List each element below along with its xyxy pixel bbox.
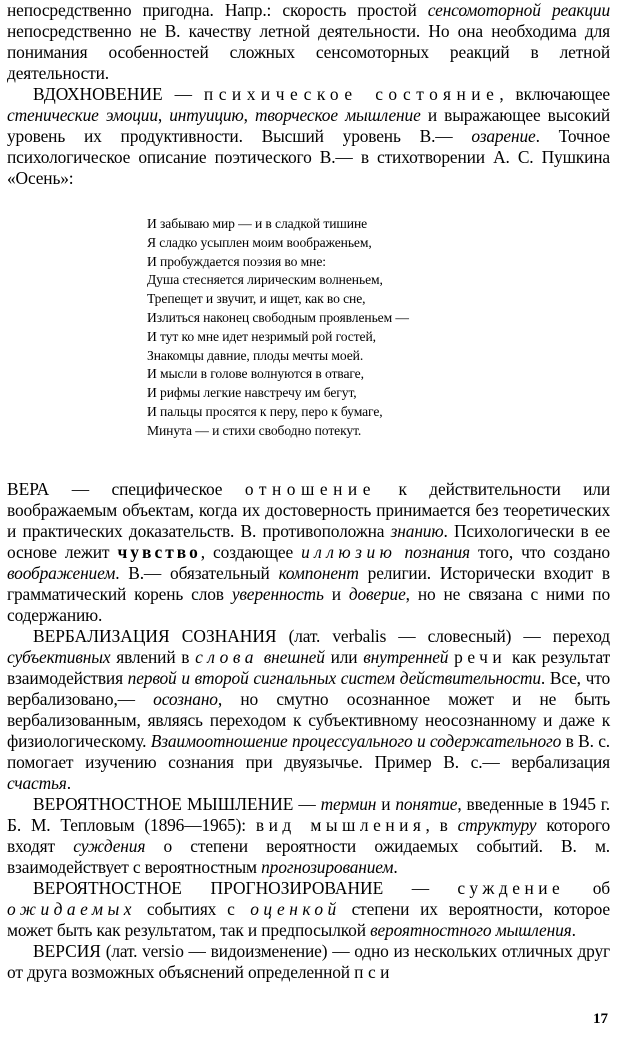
headword: ВЕРСИЯ	[33, 940, 101, 961]
italic-term: Взаимоотношение процессуального и содержательного	[150, 730, 562, 751]
text: .	[393, 856, 398, 877]
headword: ВЕРБАЛИЗАЦИЯ СОЗНАНИЯ	[33, 625, 277, 646]
spaced-term: психическое состояние	[203, 84, 500, 104]
headword: ВЕРА	[7, 478, 50, 499]
poem-line: И мысли в голове волнуются в отваге,	[147, 366, 364, 382]
italic-term: доверие	[348, 583, 406, 604]
poem-line: Знакомцы давние, плоды мечты моей.	[147, 347, 364, 363]
text: непосредственно не В. качеству летной деятельности. Но она необходима для понимания особенностей сложных сенсомоторных реакций в летной деятельности.	[7, 21, 610, 83]
italic-term: творческое мышление	[254, 105, 421, 125]
text: которого входят	[7, 814, 611, 856]
italic-term: понятие	[395, 793, 458, 814]
italic-term: прогнозированием	[261, 856, 394, 877]
italic-term: знанию	[390, 520, 444, 541]
text: религии. Исторически входит в грамматический корень слов	[7, 562, 610, 604]
text: того, что создано	[469, 541, 610, 562]
paragraph-continued	[7, 0, 610, 84]
bold-spaced-term: чувство	[117, 541, 201, 562]
poem-line: Я сладко усыплен моим воображеньем,	[147, 234, 372, 250]
italic-term: компонент	[278, 562, 359, 583]
italic-term: озарение	[471, 126, 536, 146]
text: , в	[425, 814, 458, 835]
poem-line: Душа стесняется лирическим волненьем,	[147, 272, 383, 288]
text: , введенные в 1945 г. Б. М. Тепловым (1896—1965):	[7, 793, 610, 835]
entry-vdokhnovenie	[7, 84, 610, 189]
entry-vera	[7, 479, 610, 626]
page-number: 17	[593, 1011, 608, 1027]
italic-spaced-term: иллюзию	[301, 541, 397, 562]
italic-term: структуру	[457, 814, 537, 835]
italic-spaced-term: ожидаемых	[7, 898, 137, 919]
italic-term: вероятностного мышления	[370, 919, 572, 940]
text: событиях	[136, 898, 228, 919]
text: к действительности или воображаемым объектам, когда их достоверность принимается без теоретических и практических доказательств. В. противоположна	[7, 478, 610, 541]
spaced-term: речи	[454, 646, 507, 667]
text: — специфическое	[49, 478, 245, 499]
headword: ВЕРОЯТНОСТНОЕ МЫШЛЕНИЕ	[33, 793, 294, 814]
italic-term: внешней	[257, 646, 325, 667]
text: —	[162, 84, 204, 104]
text: , но смутно осознанное может и не быть вербализованным, являясь переходом к субъективному неосознанному и даже к физиологическому.	[7, 688, 610, 751]
text: .	[571, 919, 576, 940]
italic-term: суждения	[73, 835, 146, 856]
text: и	[323, 583, 349, 604]
italic-term: термин	[320, 793, 377, 814]
text: и выражающее высокий уровень их продуктивности. Высший уровень В.—	[7, 105, 611, 146]
text: (лат. versio — видоизменение) — одно из нескольких отличных друг от друга возможных объяснений определенной	[7, 940, 610, 982]
italic-term: внутренней	[363, 646, 449, 667]
text: , включающее	[499, 84, 611, 104]
text	[239, 899, 250, 919]
italic-spaced-term: оценкой	[250, 898, 341, 919]
spaced-term: с	[227, 898, 240, 919]
italic-term: интуицию	[169, 105, 244, 125]
spaced-term: отношение	[244, 478, 376, 499]
text: , но не связана с ними по содержанию.	[7, 583, 610, 625]
spaced-term: пси	[354, 961, 394, 982]
text: , создающее	[200, 541, 302, 562]
italic-term: первой и второй сигнальных систем действительности	[127, 667, 541, 688]
entry-versiya	[7, 941, 610, 983]
poem-quote	[147, 215, 610, 441]
italic-term: воображением	[7, 562, 116, 583]
entry-veroyatnostnoe-myshlenie	[7, 794, 610, 878]
headword: ВДОХНОВЕНИЕ	[33, 84, 163, 104]
text: как результат взаимодействия	[7, 646, 611, 688]
spaced-term: суждение	[457, 877, 565, 898]
poem-line: И пробуждается поэзия во мне:	[147, 253, 326, 269]
text: и	[376, 793, 396, 814]
poem-line: И пальцы просятся к перу, перо к бумаге,	[147, 403, 383, 419]
headword: ВЕРОЯТНОСТНОЕ ПРОГНОЗИРОВАНИЕ	[33, 877, 384, 898]
poem-line: Минута — и стихи свободно потекут.	[147, 422, 362, 438]
italic-term: стенические эмоции	[7, 105, 158, 125]
text: . В.— обязательный	[115, 562, 279, 583]
entry-verbalizatsiya	[7, 626, 610, 794]
poem-line: Трепещет и звучит, и ищет, как во сне,	[147, 291, 366, 307]
poem-line: И тут ко мне идет незримый рой гостей,	[147, 328, 376, 344]
italic-term: осознано	[153, 688, 218, 709]
text: —	[383, 877, 458, 898]
text: . Психологически в ее основе лежит	[7, 520, 610, 562]
italic-term: уверенность	[231, 583, 324, 604]
text: . Точное психологическое описание поэтического В.— в стихотворении А. С. Пушкина «Осень»:	[7, 126, 611, 188]
spaced-term: вид мышления	[255, 814, 426, 835]
text: непосредственно пригодна. Напр.: скорость простой	[7, 0, 428, 20]
italic-term: счастья	[7, 772, 67, 793]
poem-line: И рифмы легкие навстречу им бегут,	[147, 385, 357, 401]
italic-spaced-term: слова	[195, 646, 258, 667]
poem-line: Излиться наконец свободным проявленьем —	[147, 309, 409, 325]
text: .	[66, 772, 71, 793]
entry-veroyatnostnoe-prognozirovanie	[7, 878, 610, 941]
text: в В. с. помогает изучению сознания при двуязычье. Пример В. с.— вербализация	[7, 730, 611, 772]
italic-term: субъективных	[7, 646, 111, 667]
text: явлений в	[110, 646, 196, 667]
text: . Все, что вербализовано,—	[7, 667, 610, 709]
text: (лат. verbalis — словесный) — переход	[276, 625, 610, 646]
italic-term: познания	[396, 541, 470, 562]
text: степени их вероятности, которое может быть как результатом, так и предпосылкой	[7, 898, 610, 940]
text: или	[324, 646, 364, 667]
poem-line: И забываю мир — и в сладкой тишине	[147, 216, 368, 231]
text: об	[564, 877, 610, 898]
text: —	[293, 793, 321, 814]
text: о степени вероятности ожидаемых событий. В. м. взаимодействует с вероятностным	[7, 835, 610, 877]
text: ,	[157, 105, 170, 125]
text: ,	[243, 105, 255, 125]
italic-term: сенсомоторной реакции	[427, 0, 611, 20]
